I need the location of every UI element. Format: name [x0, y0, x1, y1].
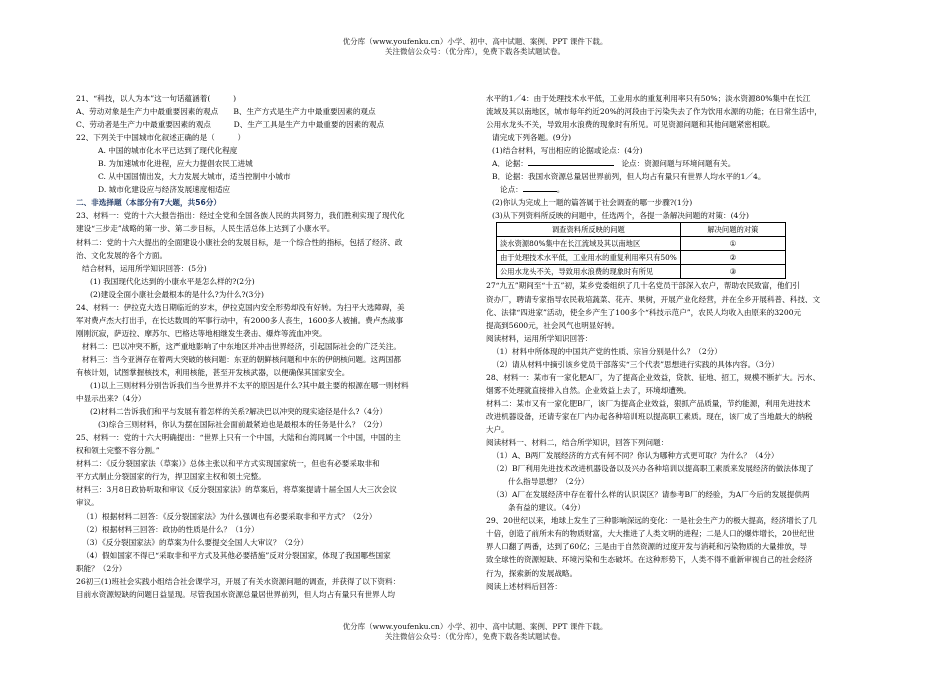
text-line: 烟雾不处理就直接排入自然。企业效益上去了，环境却遭殃。 [486, 385, 692, 395]
table-header-row [497, 223, 786, 237]
text-line: （1）A、B两厂发展经济的方式有何不同？你认为哪种方式更可取？为什么？（4分） [492, 451, 779, 461]
text-line: （1）材料中所体现的中国共产党的性质、宗旨分别是什么？（2分） [492, 346, 722, 356]
text-line: 十倍，创造了前所未有的物质财富，大大推进了人类文明的进程；二是人口的爆炸增长，20世纪世 [486, 529, 815, 539]
text-line: 条有益的建议。（4分） [508, 503, 585, 513]
text-line: 致全球性的资源短缺、环境污染和生态破坏。在这种形势下，人类不得不重新审视自己的社会经济 [486, 555, 813, 565]
answer-line-a [486, 157, 876, 170]
text-line: B. 为加速城市化进程，应大力提倡农民工进城 [98, 159, 253, 169]
table-row [497, 251, 786, 265]
text-line: 阅读材料，运用所学知识回答： [486, 333, 593, 343]
text-line: 治、文化发展的各个方面。 [76, 250, 168, 260]
text-line: 29、20世纪以来，地球上发生了三种影响深远的变化：一是社会生产力的极大提高，经济增长了几 [486, 516, 817, 526]
label: 论点： [500, 185, 523, 195]
text-line: 职能？（2分） [76, 563, 127, 573]
text-line: 21、“科技，以人为本”这一句话蕴涵着( ) [76, 94, 237, 103]
blank-field[interactable] [523, 183, 557, 192]
text-line: 材料二：某市又有一家化肥B厂，该厂为提高企业效益，狠抓产品质量，节约能源，利用先进技术 [486, 398, 811, 408]
text-line: C. 从中国国情出发，大力发展大城市，适当控制中小城市 [98, 172, 291, 182]
text-line: (3)综合三则材料，你认为摆在国际社会面前最紧迫也是最根本的任务是什么？（2分） [98, 420, 387, 430]
table-row [497, 265, 786, 279]
table-header: 调查资料所反映的问题 [497, 223, 681, 237]
text-line: 28、材料一：某市有一家化肥A厂，为了提高企业效益，贷款、征地、招工，规模不断扩大。污水、 [486, 372, 821, 382]
footer-line-2: 关注微信公众号：（优分库），免费下载各类试题试卷。 [385, 632, 565, 641]
text-line: A. 中国的城市化水平已达到了现代化程度 [98, 146, 238, 156]
text-line: 25、材料一：党的十六大明确提出：“世界上只有一个中国，大陆和台湾同属一个中国，中国的主 [76, 433, 401, 443]
text-line: 什么指导思想？（2分） [508, 477, 589, 487]
text-line: 界人口翻了两番，达到了60亿；三是由于自然资源的过度开发与消耗和污染物质的大量排放，导 [486, 542, 808, 552]
table-cell: ① [680, 237, 785, 251]
text-line: 军对费卢杰大打出手，在长达数周的军事行动中，有2000多人丧生，1600多人被捕。费卢杰战事 [76, 315, 404, 325]
text-line: （1）根据材料二回答：《反分裂国家法》为什么强调也有必要采取非和平方式？（2分） [82, 511, 377, 521]
text-line: 公用水龙头不关，导致用水浪费的现象时有所见。可见资源问题和其他问题紧密相联。 [486, 120, 775, 130]
table-cell: 淡水资源80%集中在长江流域及其以南地区 [497, 237, 681, 251]
text-line: (3)从下列资料所反映的问题中，任选两个，各提一条解决问题的对策：(4分) [492, 211, 749, 221]
text-line: A、劳动对象是生产力中最重要因素的观点 B、生产方式是生产力中最重要因素的观点 [76, 107, 376, 117]
text-line: C、劳动者是生产力中最重要因素的观点 D、生产工具是生产力中最重要的因素的观点 [76, 120, 385, 130]
text-line: 化、法律“四进家”活动，使全乡产生了100多个“科技示范户”，农民人均收入由原来的3200元 [486, 307, 802, 317]
text-line: 材料二：巴以冲突不断，这严重地影响了中东地区并冲击世界经济，引起国际社会的广泛关注。 [82, 341, 401, 351]
text-line: （2）请从材料中摘引该乡党员干部落实“三个代表”思想进行实践的具体内容。（3分） [492, 359, 779, 369]
text-line: (2)建设全面小康社会最根本的是什么?为什么?(3分) [90, 289, 264, 299]
table-cell: ② [680, 251, 785, 265]
text-line: （2）B厂利用先进技术改进机器设备以及兴办各种培训以提高职工素质来发展经济的做法体现了 [492, 464, 814, 474]
text-line: 材料三：当今亚洲存在着两大突破的核问题：东亚的朝鲜核问题和中东的伊朗核问题。这两国都 [82, 354, 401, 364]
text-line: 建设“三步走”战略的第一步、第二步目标，人民生活总体上达到了小康水平。 [76, 224, 335, 234]
text-line: 平方式制止分裂国家的行为，捍卫国家主权和领土完整。 [76, 472, 266, 482]
label: A．论据： [492, 159, 528, 169]
text-line: 23、材料一：党的十六大报告指出：经过全党和全国各族人民的共同努力，我们胜利实现了现代化 [76, 211, 405, 221]
table-cell: 由于处理技术水平低，工业用水的重复利用率只有50% [497, 251, 681, 265]
text-line: （3）《反分裂国家法》的草案为什么要提交全国人大审议？（2分） [82, 537, 309, 547]
text-line: (1)结合材料，写出相应的论据或论点：(4分) [492, 146, 643, 156]
left-column [76, 92, 464, 601]
text-line: 提高到5600元，社会风气也明显好转。 [486, 320, 620, 330]
text-line: 大户。 [486, 424, 509, 434]
text-line: （2）根据材料三回答：政协的性质是什么？（1分） [82, 524, 259, 534]
text-line: 行为，探索新的发展战略。 [486, 568, 578, 578]
text-line: 有核计划，试图掌握核技术，利用核能，甚至开发核武器，以便确保其国家安全。 [76, 367, 350, 377]
text-line: 请完成下列各题。(9分) [492, 133, 572, 143]
text-line: (1) 我国现代化达到的小康水平是怎么样的?(2分) [90, 276, 255, 286]
header-line-1: 优分库（www.youfenku.cn）小学、初中、高中试题、案例、PPT 课件下载。 [342, 37, 608, 46]
text-line: (1)以上三则材料分别告诉我们当今世界并不太平的原因是什么?其中最主要的根源在哪一则材料 [90, 381, 409, 391]
text-line: 材料二：《反分裂国家法（草案）》总体主张以和平方式实现国家统一，但也有必要采取非和 [76, 459, 380, 469]
text-line: 中显示出来?（4分） [76, 394, 146, 404]
text-line: (2)材料二告诉我们和平与发展有着怎样的关系?解决巴以冲突的现实途径是什么?（4分） [90, 407, 388, 417]
footer-line-1: 优分库（www.youfenku.cn）小学、初中、高中试题、案例、PPT 课件下载。 [342, 622, 608, 631]
text-line: (2)你认为完成上一题的篇答属于社会调查的哪一步骤?(1分) [492, 198, 693, 208]
text-line: 审议。 [76, 498, 99, 508]
label: 论点：资源问题与环境问题有关。 [621, 159, 736, 169]
text-line: 阅读材料一、材料二，结合所学知识，回答下列问题： [486, 438, 669, 448]
text-line: 26初三(1)班社会实践小组结合社会课学习，开展了有关水资源问题的调查，并获得了以下资料： [76, 576, 401, 586]
right-column [486, 92, 876, 593]
text-line: 22、下列关于中国城市化叙述正确的是（ ） [76, 133, 246, 143]
text-line: 材料二：党的十六大提出的全面建设小康社会的发展目标，是一个综合性的指标，包括了经济、政 [76, 237, 403, 247]
text-line: 结合材料，运用所学知识回答：(5分) [82, 263, 207, 273]
page-footer [0, 622, 950, 642]
header-line-2: 关注微信公众号：（优分库），免费下载各类试题试卷。 [385, 47, 565, 56]
text-line: 资办厂，聘请专家指导农民栽培蔬菜、花卉、果树，开展产业化经营，并在全乡开展科普、科技、文 [486, 294, 821, 304]
text-line: （3）A厂在发展经济中存在着什么样的认识误区？请参考B厂的经验，为A厂今后的发展提供两 [492, 490, 810, 500]
text-line: 27“九五”期间至“十五”初，某乡党委组织了几十名党员干部深入农户，帮助农民致富，他们引 [486, 281, 800, 291]
table-row [497, 237, 786, 251]
section-heading: 二、非选择题（本部分有7大题，共56分） [76, 198, 221, 208]
text-line: D. 城市化建设应与经济发展速度相适应 [98, 185, 231, 195]
text-line: 24、材料一：伊拉克大选日期临近的岁末，伊拉克国内安全形势却没有好转。为扫平大选障碍，美 [76, 302, 405, 312]
text-line: 改进机器设备，还请专家在厂内办起各种培训班以提高职工素质。现在，该厂成了当地最大的纳税 [486, 411, 813, 421]
text-line: 阅读上述材料后回答： [486, 581, 562, 591]
text-line: B．论据：我国水资源总量居世界前列，但人均占有量只有世界人均水平的1／4。 [492, 172, 766, 182]
answer-line-b: 论点： 。 [500, 185, 565, 195]
text-line: 目前水资源短缺的问题日益显现。尽管我国水资源总量居世界前列，但人均占有量只有世界人均 [76, 589, 395, 599]
text-line: 水平的1／4：由于处理技术水平低，工业用水的重复利用率只有50%；淡水资源80%集中在长江 [486, 94, 811, 103]
table-cell: 公用水龙头不关，导致用水浪费的现象时有所见 [497, 265, 681, 279]
data-table [496, 222, 786, 279]
page-header [0, 37, 950, 57]
text-line: （4）假如国家不得已“采取非和平方式及其他必要措施”反对分裂国家，体现了我国哪些国家 [82, 550, 391, 560]
table-header: 解决问题的对策 [680, 223, 785, 237]
text-line: 材料三：3月8日政协听取和审议《反分裂国家法》的草案后，将草案提请十届全国人大三次会议 [76, 485, 398, 495]
text-line: 流域及其以南地区，城市每年约近20%的河段由于污染失去了作为饮用水源的功能；在日常生活中， [486, 107, 822, 117]
blank-field[interactable] [528, 157, 614, 166]
text-line: 权和领土完整不容分割。” [76, 446, 160, 456]
text-line: 刚刚沉寂，萨迈拉、摩苏尔、巴格达等地相继发生袭击、爆炸等流血冲突。 [76, 328, 327, 338]
table-cell: ③ [680, 265, 785, 279]
